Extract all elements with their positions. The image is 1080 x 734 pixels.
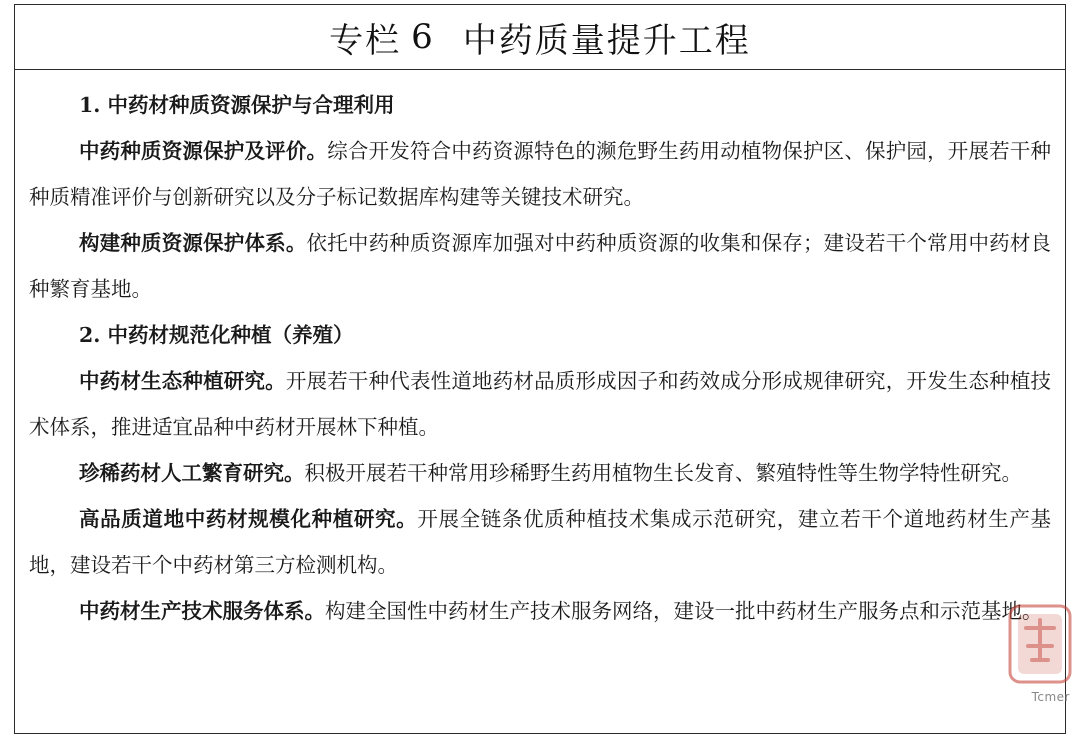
paragraph-lead: 中药材生产技术服务体系。 <box>79 599 325 623</box>
column-title-text: 中药质量提升工程 <box>462 20 751 61</box>
paragraph <box>29 450 1051 496</box>
column-title-number: 6 <box>411 17 435 57</box>
section-heading: 1. 中药材种质资源保护与合理利用 <box>79 93 395 117</box>
paragraph-body: 开展全链条优质种植技术集成示范研究，建立若干个道地药材生产基地，建设若干个中药材第三方检测机构。 <box>29 507 1051 577</box>
paragraph <box>29 588 1051 634</box>
paragraph <box>29 220 1051 312</box>
paragraph-body: 开展若干种代表性道地药材品质形成因子和药效成分形成规律研究，开发生态种植技术体系，推进适宜品种中药材开展林下种植。 <box>29 369 1052 439</box>
paragraph-lead: 高品质道地中药材规模化种植研究。 <box>79 507 418 531</box>
paragraph <box>29 358 1051 450</box>
column-title <box>15 5 1065 70</box>
seal-logo <box>1004 600 1076 690</box>
paragraph <box>29 128 1051 220</box>
paragraph-lead: 中药材生态种植研究。 <box>79 369 286 393</box>
column-content <box>15 70 1065 634</box>
column-box <box>14 4 1066 734</box>
paragraph-lead: 构建种质资源保护体系。 <box>79 231 307 255</box>
paragraph-body: 依托中药种质资源库加强对中药种质资源的收集和保存；建设若干个常用中药材良种繁育基地。 <box>29 231 1052 301</box>
paragraph-lead: 珍稀药材人工繁育研究。 <box>79 461 305 485</box>
column-title-prefix: 专栏 <box>329 20 402 61</box>
paragraph <box>29 496 1051 588</box>
paragraph-body: 构建全国性中药材生产技术服务网络，建设一批中药材生产服务点和示范基地。 <box>325 599 1043 623</box>
watermark-text: Tcmer <box>1031 690 1070 704</box>
section-heading: 2. 中药材规范化种植（养殖） <box>79 323 354 347</box>
paragraph-lead: 中药种质资源保护及评价。 <box>79 139 328 163</box>
paragraph-body: 综合开发符合中药资源特色的濒危野生药用动植物保护区、保护园，开展若干种种质精准评价与创新研究以及分子标记数据库构建等关键技术研究。 <box>29 139 1051 209</box>
paragraph-body: 积极开展若干种常用珍稀野生药用植物生长发育、繁殖特性等生物学特性研究。 <box>304 461 1022 485</box>
